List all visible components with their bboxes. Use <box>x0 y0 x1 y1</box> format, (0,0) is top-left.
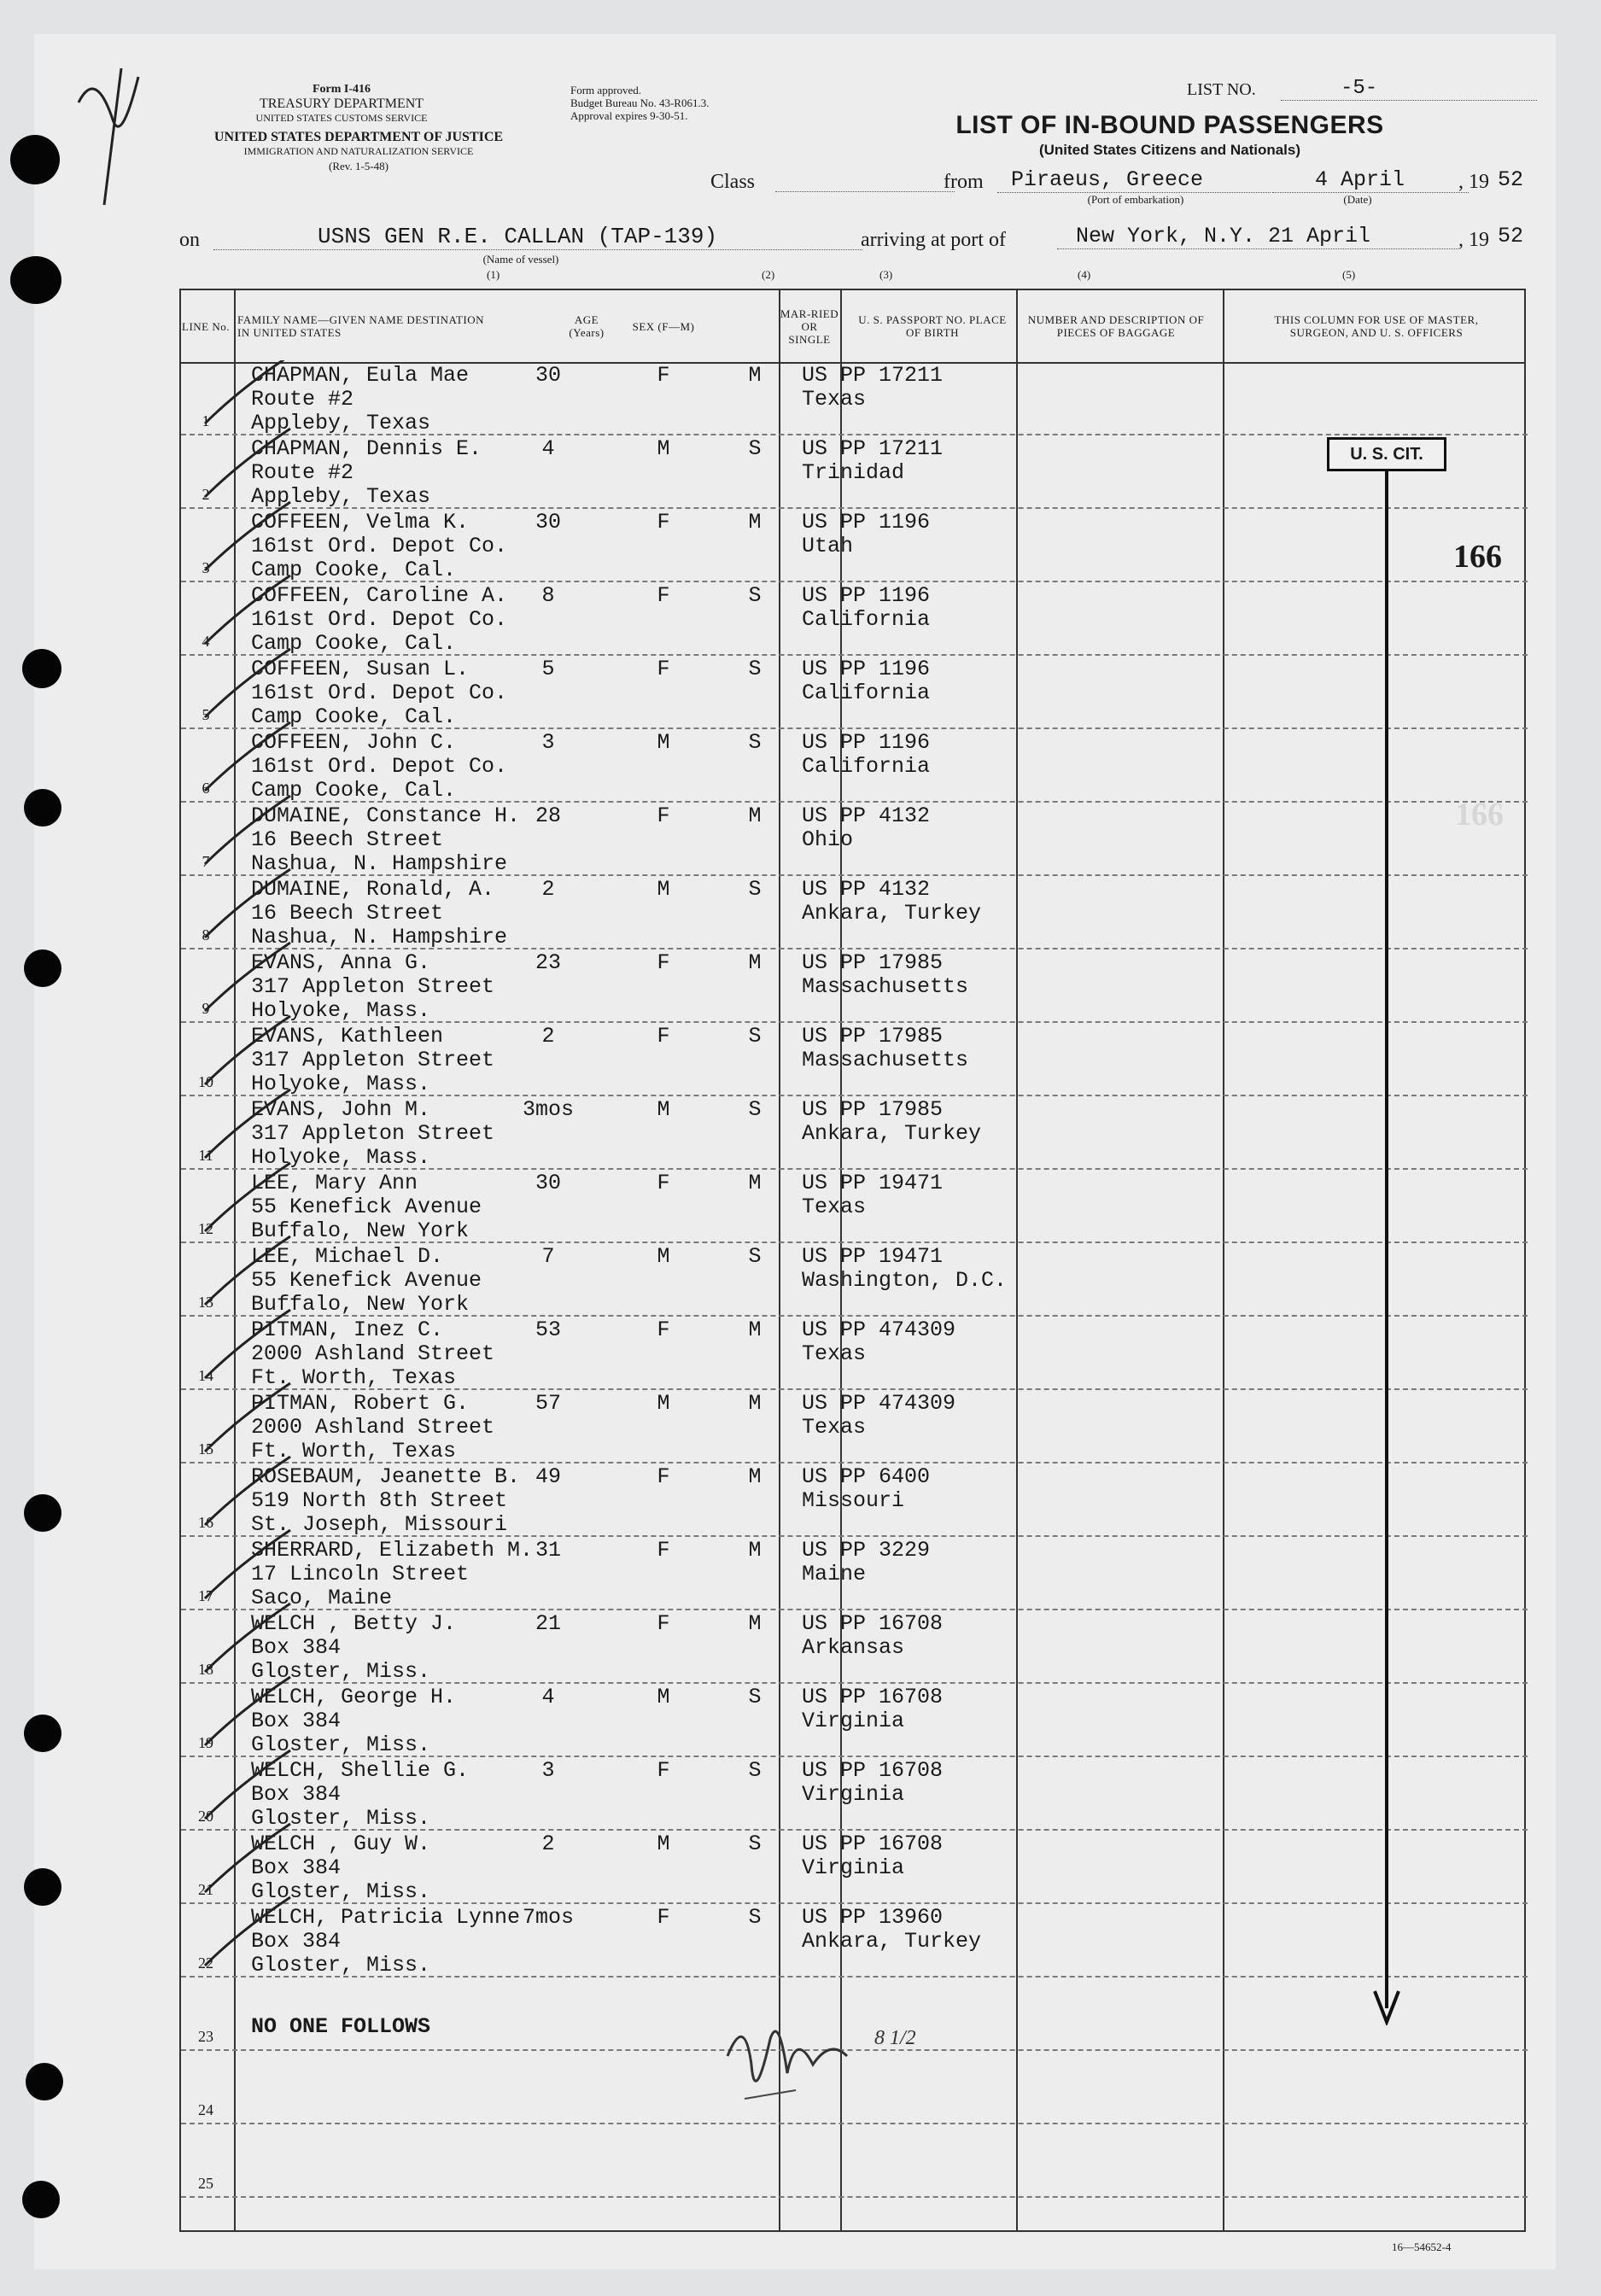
line-number: 6 <box>202 780 210 797</box>
header-baggage: NUMBER AND DESCRIPTION OF PIECES OF BAGGAGE <box>1027 313 1205 339</box>
passport-number: US PP 474309 <box>802 1317 956 1342</box>
stamp-number: 166 <box>1453 539 1502 575</box>
passenger-name: COFFEEN, John C. <box>251 730 457 755</box>
footer-code: 16—54652-4 <box>1392 2240 1452 2253</box>
check-stroke <box>205 1090 290 1158</box>
place-of-birth: Ankara, Turkey <box>802 1121 982 1146</box>
passenger-name: COFFEEN, Velma K. <box>251 510 470 535</box>
place-of-birth: Ankara, Turkey <box>802 901 982 926</box>
marital-status: S <box>748 1024 762 1049</box>
age: 30 <box>535 363 561 388</box>
passenger-name: WELCH, Patricia Lynne <box>251 1905 521 1930</box>
punch-hole <box>24 1494 61 1532</box>
place-of-birth: Virginia <box>802 1782 905 1807</box>
sex: F <box>657 1905 670 1930</box>
check-stroke <box>205 649 290 717</box>
punch-hole <box>10 135 60 184</box>
marital-status: S <box>748 1905 762 1930</box>
class-field <box>775 190 955 192</box>
address-line1: Box 384 <box>251 1782 342 1807</box>
place-of-birth: Massachusetts <box>802 974 969 999</box>
class-label: Class <box>710 171 756 193</box>
passenger-name: PITMAN, Inez C. <box>251 1317 444 1342</box>
passenger-name: COFFEEN, Caroline A. <box>251 583 508 608</box>
passport-number: US PP 16708 <box>802 1685 944 1709</box>
address-line1: Box 384 <box>251 1929 342 1954</box>
marital-status: M <box>748 1391 762 1416</box>
passport-number: US PP 1196 <box>802 730 931 755</box>
header-officers: THIS COLUMN FOR USE OF MASTER, SURGEON, AND U. S. OFFICERS <box>1274 313 1479 339</box>
col-num-1: (1) <box>487 268 500 281</box>
address-line2: Ft. Worth, Texas <box>251 1365 457 1390</box>
justice-dept: UNITED STATES DEPARTMENT OF JUSTICE <box>213 130 504 144</box>
line-number: 19 <box>198 1734 213 1751</box>
list-number-label: LIST NO. <box>1187 80 1256 99</box>
approval-line2: Budget Bureau No. 43-R061.3. <box>570 96 710 109</box>
line-number: 18 <box>198 1661 213 1678</box>
punch-hole <box>24 949 61 987</box>
address-line2: Gloster, Miss. <box>251 1953 431 1978</box>
place-of-birth: Trinidad <box>802 460 905 485</box>
address-line1: 2000 Ashland Street <box>251 1415 495 1440</box>
place-of-birth: Virginia <box>802 1855 905 1880</box>
passport-number: US PP 16708 <box>802 1832 944 1856</box>
col-num-2: (2) <box>762 268 775 281</box>
marital-status: M <box>748 1171 762 1195</box>
line-number: 8 <box>202 926 210 944</box>
punch-hole <box>24 1868 61 1906</box>
address-line1: Box 384 <box>251 1635 342 1660</box>
place-of-birth: Texas <box>802 1415 867 1440</box>
address-line1: 17 Lincoln Street <box>251 1562 470 1586</box>
treasury-dept: TREASURY DEPARTMENT <box>259 96 424 111</box>
place-of-birth: Ohio <box>802 827 854 852</box>
line-number: 24 <box>198 2101 213 2118</box>
address-line2: Gloster, Miss. <box>251 1806 431 1831</box>
age: 23 <box>535 950 561 975</box>
check-stroke <box>205 1310 290 1378</box>
line-number: 4 <box>202 633 210 650</box>
passenger-name: LEE, Michael D. <box>251 1244 444 1269</box>
address-line2: Holyoke, Mass. <box>251 998 431 1023</box>
line-number: 14 <box>198 1367 213 1384</box>
col-num-4: (4) <box>1078 268 1091 281</box>
place-of-birth: Virginia <box>802 1709 905 1733</box>
sex: F <box>657 950 670 975</box>
place-of-birth: Massachusetts <box>802 1048 969 1072</box>
arrow-down-icon <box>1370 471 1404 2025</box>
punch-hole <box>26 2063 63 2100</box>
check-stroke <box>205 1604 290 1672</box>
passport-number: US PP 19471 <box>802 1171 944 1195</box>
header-married: MAR-RIED OR SINGLE <box>780 307 839 346</box>
check-stroke <box>205 575 290 644</box>
table-header <box>181 290 1524 364</box>
address-line2: Gloster, Miss. <box>251 1879 431 1904</box>
check-stroke <box>205 1383 290 1452</box>
line-number: 10 <box>198 1073 213 1090</box>
marital-status: S <box>748 436 762 461</box>
age: 28 <box>535 803 561 828</box>
sex: M <box>657 730 670 755</box>
address-line1: 16 Beech Street <box>251 901 444 926</box>
punch-hole <box>22 2181 60 2218</box>
passenger-name: WELCH , Betty J. <box>251 1611 457 1636</box>
sex: F <box>657 510 670 535</box>
place-of-birth: Texas <box>802 1341 867 1366</box>
line-number: 9 <box>202 1000 210 1017</box>
sex: M <box>657 1832 670 1856</box>
customs-service: UNITED STATES CUSTOMS SERVICE <box>255 112 428 124</box>
address-line1: 317 Appleton Street <box>251 1121 495 1146</box>
passenger-name: DUMAINE, Ronald, A. <box>251 877 495 902</box>
line-number: 5 <box>202 706 210 723</box>
sex: F <box>657 1464 670 1489</box>
line-number: 16 <box>198 1514 213 1531</box>
check-stroke <box>205 1750 290 1819</box>
col-num-3: (3) <box>879 268 893 281</box>
place-of-birth: California <box>802 607 931 632</box>
passenger-name: WELCH, George H. <box>251 1685 457 1709</box>
sex: F <box>657 1758 670 1783</box>
faint-number: 166 <box>1455 797 1504 833</box>
age: 30 <box>535 1171 561 1195</box>
line-number: 25 <box>198 2175 213 2192</box>
address-line1: 161st Ord. Depot Co. <box>251 534 508 558</box>
place-of-birth: Maine <box>802 1562 867 1586</box>
marital-status: S <box>748 1758 762 1783</box>
port-of-arrival: New York, N.Y. 21 April <box>1057 224 1458 249</box>
passport-number: US PP 17211 <box>802 436 944 461</box>
address-line1: Box 384 <box>251 1709 342 1733</box>
us-citizen-stamp: U. S. CIT. <box>1327 437 1446 471</box>
sex: M <box>657 436 670 461</box>
address-line1: 317 Appleton Street <box>251 974 495 999</box>
passport-number: US PP 16708 <box>802 1611 944 1636</box>
age: 2 <box>541 1024 555 1049</box>
address-line1: 55 Kenefick Avenue <box>251 1195 482 1219</box>
age: 57 <box>535 1391 561 1416</box>
punch-hole <box>24 1715 61 1752</box>
marital-status: M <box>748 363 762 388</box>
address-line2: Camp Cooke, Cal. <box>251 704 457 729</box>
age: 2 <box>541 877 555 902</box>
address-line2: Buffalo, New York <box>251 1218 470 1243</box>
place-of-birth: Texas <box>802 1195 867 1219</box>
age: 4 <box>541 1685 555 1709</box>
check-stroke <box>205 1457 290 1525</box>
age: 2 <box>541 1832 555 1856</box>
address-line2: Holyoke, Mass. <box>251 1072 431 1096</box>
passport-number: US PP 1196 <box>802 510 931 535</box>
passport-number: US PP 6400 <box>802 1464 931 1489</box>
passenger-name: COFFEEN, Susan L. <box>251 657 470 681</box>
marital-status: S <box>748 1685 762 1709</box>
passenger-name: SHERRARD, Elizabeth M. <box>251 1538 534 1563</box>
sex: M <box>657 1244 670 1269</box>
year-embark: 52 <box>1498 167 1524 192</box>
place-of-birth: California <box>802 681 931 705</box>
line-number: 1 <box>202 412 210 429</box>
check-stroke <box>205 869 290 938</box>
sex: M <box>657 1097 670 1122</box>
address-line1: Box 384 <box>251 1855 342 1880</box>
punch-hole <box>22 649 61 688</box>
vessel-caption: (Name of vessel) <box>482 253 559 266</box>
approval-line3: Approval expires 9-30-51. <box>570 109 688 122</box>
sex: M <box>657 1685 670 1709</box>
place-of-birth: Ankara, Turkey <box>802 1929 982 1954</box>
address-line2: Nashua, N. Hampshire <box>251 851 508 876</box>
sex: F <box>657 1538 670 1563</box>
passport-number: US PP 17985 <box>802 1024 944 1049</box>
sex: M <box>657 1391 670 1416</box>
address-line1: 16 Beech Street <box>251 827 444 852</box>
marital-status: S <box>748 657 762 681</box>
marital-status: M <box>748 950 762 975</box>
year-prefix: , 19 <box>1458 171 1489 193</box>
sex: M <box>657 877 670 902</box>
address-line2: Appleby, Texas <box>251 411 431 435</box>
age: 7mos <box>522 1905 574 1930</box>
check-stroke <box>205 1897 290 1966</box>
address-line1: 161st Ord. Depot Co. <box>251 754 508 779</box>
address-line2: Saco, Maine <box>251 1586 393 1610</box>
ins-service: IMMIGRATION AND NATURALIZATION SERVICE <box>243 145 474 157</box>
passport-number: US PP 1196 <box>802 583 931 608</box>
address-line2: Ft. Worth, Texas <box>251 1439 457 1463</box>
line-number: 23 <box>198 2028 213 2045</box>
passport-number: US PP 13960 <box>802 1905 944 1930</box>
check-stroke <box>205 429 290 497</box>
address-line1: Route #2 <box>251 387 354 412</box>
passenger-name: EVANS, Kathleen <box>251 1024 444 1049</box>
place-of-birth: Utah <box>802 534 854 558</box>
age: 8 <box>541 583 555 608</box>
check-stroke <box>205 796 290 864</box>
address-line2: Gloster, Miss. <box>251 1732 431 1757</box>
passenger-name: EVANS, Anna G. <box>251 950 431 975</box>
age: 31 <box>535 1538 561 1563</box>
check-stroke <box>205 502 290 570</box>
passenger-name: ROSEBAUM, Jeanette B. <box>251 1464 521 1489</box>
passport-number: US PP 1196 <box>802 657 931 681</box>
address-line1: 519 North 8th Street <box>251 1488 508 1513</box>
marital-status: M <box>748 1317 762 1342</box>
check-stroke <box>205 943 290 1011</box>
approval-line1: Form approved. <box>570 84 642 96</box>
list-number: -5- <box>1281 77 1537 101</box>
passport-number: US PP 4132 <box>802 877 931 902</box>
form-number: Form I-416 <box>312 83 371 96</box>
year-prefix-2: , 19 <box>1458 229 1489 251</box>
age: 49 <box>535 1464 561 1489</box>
place-of-birth: Washington, D.C. <box>802 1268 1008 1293</box>
marital-status: S <box>748 1832 762 1856</box>
passport-number: US PP 4132 <box>802 803 931 828</box>
address-line1: 317 Appleton Street <box>251 1048 495 1072</box>
place-of-birth: Texas <box>802 387 867 412</box>
age: 53 <box>535 1317 561 1342</box>
place-of-birth: Missouri <box>802 1488 905 1513</box>
check-stroke <box>205 360 290 424</box>
marital-status: S <box>748 1097 762 1122</box>
check-stroke <box>205 1824 290 1892</box>
age: 30 <box>535 510 561 535</box>
revision: (Rev. 1-5-48) <box>329 160 389 172</box>
arriving-label: arriving at port of <box>861 229 1006 251</box>
sex: F <box>657 1611 670 1636</box>
line-number: 3 <box>202 559 210 576</box>
address-line2: Appleby, Texas <box>251 484 431 509</box>
line-number: 7 <box>202 853 210 870</box>
punch-hole <box>24 789 61 827</box>
passport-number: US PP 474309 <box>802 1391 956 1416</box>
passenger-name: NO ONE FOLLOWS <box>251 2014 431 2039</box>
handwritten-mark <box>70 51 164 222</box>
port-caption: (Port of embarkation) <box>1087 193 1184 206</box>
place-of-birth: Arkansas <box>802 1635 905 1660</box>
address-line2: St. Joseph, Missouri <box>251 1512 508 1537</box>
marital-status: S <box>748 1244 762 1269</box>
embarkation-date: 4 April <box>1272 167 1469 193</box>
vessel-name: USNS GEN R.E. CALLAN (TAP-139) <box>213 224 862 250</box>
address-line2: Holyoke, Mass. <box>251 1145 431 1170</box>
passenger-name: PITMAN, Robert G. <box>251 1391 470 1416</box>
passenger-name: CHAPMAN, Dennis E. <box>251 436 482 461</box>
address-line2: Nashua, N. Hampshire <box>251 925 508 949</box>
passport-number: US PP 17985 <box>802 1097 944 1122</box>
address-line2: Camp Cooke, Cal. <box>251 558 457 582</box>
passenger-name: LEE, Mary Ann <box>251 1171 418 1195</box>
age: 4 <box>541 436 555 461</box>
passport-number: US PP 16708 <box>802 1758 944 1783</box>
line-number: 22 <box>198 1954 213 1972</box>
marital-status: S <box>748 730 762 755</box>
marital-status: M <box>748 510 762 535</box>
marital-status: S <box>748 583 762 608</box>
on-label: on <box>179 229 200 251</box>
age: 3 <box>541 1758 555 1783</box>
col-num-5: (5) <box>1342 268 1356 281</box>
date-caption: (Date) <box>1343 193 1372 206</box>
line-number: 17 <box>198 1587 213 1604</box>
check-marks <box>179 360 435 2034</box>
passport-number: US PP 17985 <box>802 950 944 975</box>
page-title: LIST OF IN-BOUND PASSENGERS <box>955 111 1384 139</box>
table-row <box>181 2124 1528 2198</box>
header-age: AGE (Years) <box>569 313 605 339</box>
age: 7 <box>541 1244 555 1269</box>
marital-status: M <box>748 1538 762 1563</box>
header-line-no: LINE No. <box>182 319 230 333</box>
marital-status: M <box>748 1464 762 1489</box>
check-stroke <box>205 1236 290 1305</box>
sex: F <box>657 1024 670 1049</box>
check-stroke <box>205 1163 290 1231</box>
check-stroke <box>205 722 290 791</box>
address-line2: Buffalo, New York <box>251 1292 470 1317</box>
address-line1: 161st Ord. Depot Co. <box>251 607 508 632</box>
line-number: 21 <box>198 1881 213 1898</box>
signature-fraction: 8 1/2 <box>874 2027 916 2049</box>
from-label: from <box>944 171 984 193</box>
check-stroke <box>205 1677 290 1745</box>
document-page <box>34 34 1556 2270</box>
place-of-birth: California <box>802 754 931 779</box>
passenger-name: WELCH , Guy W. <box>251 1832 431 1856</box>
age: 3 <box>541 730 555 755</box>
sex: F <box>657 657 670 681</box>
age: 21 <box>535 1611 561 1636</box>
address-line2: Camp Cooke, Cal. <box>251 631 457 656</box>
passenger-name: EVANS, John M. <box>251 1097 431 1122</box>
address-line1: Route #2 <box>251 460 354 485</box>
line-number: 15 <box>198 1440 213 1458</box>
page-subtitle: (United States Citizens and Nationals) <box>1038 142 1301 158</box>
punch-hole <box>10 256 61 304</box>
line-number: 20 <box>198 1808 213 1825</box>
age: 3mos <box>522 1097 574 1122</box>
sex: F <box>657 1317 670 1342</box>
passenger-name: CHAPMAN, Eula Mae <box>251 363 470 388</box>
passport-number: US PP 17211 <box>802 363 944 388</box>
year-arrival: 52 <box>1498 224 1524 248</box>
address-line2: Gloster, Miss. <box>251 1659 431 1684</box>
passenger-name: DUMAINE, Constance H. <box>251 803 521 828</box>
marital-status: M <box>748 1611 762 1636</box>
header-sex: SEX (F—M) <box>632 319 695 333</box>
line-number: 2 <box>202 486 210 503</box>
marital-status: S <box>748 877 762 902</box>
check-stroke <box>205 1530 290 1598</box>
address-line2: Camp Cooke, Cal. <box>251 778 457 803</box>
line-number: 13 <box>198 1294 213 1311</box>
check-stroke <box>205 1016 290 1084</box>
sex: F <box>657 363 670 388</box>
address-line1: 55 Kenefick Avenue <box>251 1268 482 1293</box>
passport-number: US PP 19471 <box>802 1244 944 1269</box>
age: 5 <box>541 657 555 681</box>
handwritten-signature <box>710 2005 898 2124</box>
address-line1: 2000 Ashland Street <box>251 1341 495 1366</box>
header-name: FAMILY NAME—GIVEN NAME DESTINATION IN UNITED STATES <box>237 313 485 339</box>
marital-status: M <box>748 803 762 828</box>
header-passport: U. S. PASSPORT NO. PLACE OF BIRTH <box>858 313 1007 339</box>
sex: F <box>657 583 670 608</box>
sex: F <box>657 803 670 828</box>
sex: F <box>657 1171 670 1195</box>
passport-number: US PP 3229 <box>802 1538 931 1563</box>
address-line1: 161st Ord. Depot Co. <box>251 681 508 705</box>
port-of-embarkation: Piraeus, Greece <box>997 167 1271 193</box>
passenger-name: WELCH, Shellie G. <box>251 1758 470 1783</box>
line-number: 12 <box>198 1220 213 1237</box>
line-number: 11 <box>198 1147 213 1164</box>
